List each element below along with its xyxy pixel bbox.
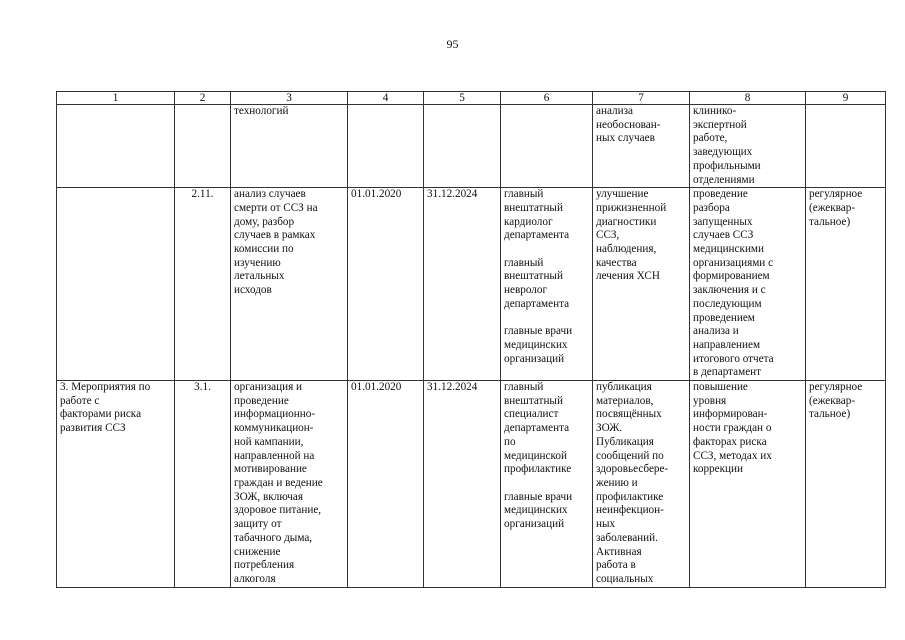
cell-text-line: публикация [596, 381, 652, 394]
cell-text-line: заведующих [693, 146, 753, 159]
cell-text-line: ной кампании, [234, 435, 304, 448]
cell-text-line: необоснован- [596, 118, 661, 131]
activity-cell [231, 105, 348, 188]
cell-text-line: изучению [234, 256, 281, 269]
cell-text-line: заболеваний. [596, 531, 658, 544]
cell-text-line: ЗОЖ, включая [234, 490, 303, 503]
start-date-cell: 01.01.2020 [348, 188, 424, 381]
cell-text-line: ности граждан о [693, 422, 772, 435]
cell-text-line: развития ССЗ [60, 422, 126, 435]
cell-text-line: социальных [596, 572, 654, 585]
expected-result-cell [593, 105, 690, 188]
cell-text-line: внештатный [504, 394, 563, 407]
cell-text-line: главные врачи [504, 325, 573, 338]
activity-cell [231, 381, 348, 588]
cell-text-line: направленной на [234, 449, 315, 462]
cell-text-line: запущенных [693, 215, 753, 228]
cell-text-line: профилактике [596, 490, 664, 503]
table-row [57, 105, 886, 188]
cell-text-line: 3. Мероприятия по [60, 381, 151, 394]
cell-text-line: уровня [693, 394, 727, 407]
cell-text-line: коррекции [693, 463, 744, 476]
cell-text-line: ЗОЖ. [596, 422, 623, 435]
cell-text-line: профильными [693, 159, 761, 172]
cell-text-line: проведение [234, 394, 289, 407]
cell-text-line: регулярное [809, 381, 863, 394]
cell-text-line: наблюдения, [596, 243, 657, 256]
cell-text-line: коммуникацион- [234, 422, 314, 435]
cell-text-line: кардиолог [504, 215, 553, 228]
cell-text-line: заключения и с [693, 284, 766, 297]
cell-text-line: Активная [596, 545, 642, 558]
item-number-cell: 3.1. [175, 381, 231, 588]
cell-text-line: Публикация [596, 435, 654, 448]
start-date-cell [348, 105, 424, 188]
cell-text-line: департамента [504, 297, 570, 310]
cell-text-line: (ежеквар- [809, 201, 856, 214]
end-date-cell [424, 105, 501, 188]
cell-text-line: невролог [504, 284, 548, 297]
column-header: 1 [57, 92, 175, 105]
start-date-cell: 01.01.2020 [348, 381, 424, 588]
cell-text-line: организаций [504, 518, 565, 531]
cell-text-line: медицинскими [693, 243, 764, 256]
cell-text-line: медицинской [504, 449, 567, 462]
frequency-cell [806, 188, 886, 381]
cell-text-line: алкоголя [234, 572, 276, 585]
cell-text-line: прижизненной [596, 201, 667, 214]
cell-text-line: летальных [234, 270, 285, 283]
cell-text-line: исходов [234, 284, 272, 297]
table-header-row [57, 92, 886, 105]
cell-text-line: качества [596, 256, 637, 269]
cell-text-line: внештатный [504, 270, 563, 283]
column-header: 4 [348, 92, 424, 105]
table-row [57, 188, 886, 381]
cell-text-line: экспертной [693, 118, 747, 131]
cell-text-line: тальное) [809, 215, 851, 228]
cell-text-line: внештатный [504, 201, 563, 214]
cell-text-line: работа в [596, 559, 636, 572]
item-number-cell: 2.11. [175, 188, 231, 381]
cell-text-line: табачного дыма, [234, 531, 313, 544]
column-header: 2 [175, 92, 231, 105]
cell-text-line: специалист [504, 408, 559, 421]
cell-text-line: главный [504, 381, 544, 394]
cell-text-line: организаций [504, 352, 565, 365]
cell-text-line: мотивирование [234, 463, 307, 476]
cell-text-line: главный [504, 256, 544, 269]
cell-text-line: итогового отчета [693, 352, 774, 365]
frequency-cell [806, 381, 886, 588]
cell-text-line: сообщений по [596, 449, 664, 462]
cell-text-line: профилактике [504, 463, 572, 476]
cell-text-line: снижение [234, 545, 281, 558]
frequency-cell [806, 105, 886, 188]
section-cell [57, 188, 175, 381]
cell-text-line: неинфекцион- [596, 504, 664, 517]
column-header: 8 [690, 92, 806, 105]
activity-cell [231, 188, 348, 381]
cell-text-line: граждан и ведение [234, 476, 323, 489]
cell-text-line: медицинских [504, 338, 568, 351]
cell-text-line: смерти от ССЗ на [234, 201, 318, 214]
cell-text-line: случаев в рамках [234, 229, 316, 242]
cell-text-line: анализа [596, 105, 633, 117]
end-date-cell: 31.12.2024 [424, 188, 501, 381]
cell-text-line: технологий [234, 105, 289, 117]
expected-result-cell [593, 381, 690, 588]
cell-text-line: информирован- [693, 408, 768, 421]
cell-text-line: ных случаев [596, 132, 655, 145]
cell-text-line: проведение [693, 188, 748, 201]
responsible-cell [501, 381, 593, 588]
section-cell [57, 381, 175, 588]
cell-text-line: (ежеквар- [809, 394, 856, 407]
page-number: 95 [446, 37, 459, 51]
table-row [57, 381, 886, 588]
indicator-cell [690, 105, 806, 188]
cell-text-line: анализа и [693, 325, 739, 338]
cell-text-line: комиссии по [234, 243, 294, 256]
cell-text-line: факторах риска [693, 435, 767, 448]
responsible-cell [501, 188, 593, 381]
cell-text-line: информационно- [234, 408, 316, 421]
cell-spacer [504, 312, 589, 326]
cell-spacer [504, 477, 589, 491]
column-header: 3 [231, 92, 348, 105]
cell-text-line: клинико- [693, 105, 737, 117]
cell-text-line: медицинских [504, 504, 568, 517]
cell-text-line: случаев ССЗ [693, 229, 754, 242]
cell-text-line: диагностики [596, 215, 657, 228]
column-header: 6 [501, 92, 593, 105]
cell-text-line: потребления [234, 559, 295, 572]
cell-text-line: главный [504, 188, 544, 201]
cell-text-line: организациями с [693, 256, 774, 269]
column-header: 7 [593, 92, 690, 105]
cell-text-line: отделениями [693, 173, 755, 186]
responsible-cell [501, 105, 593, 188]
cell-text-line: последующим [693, 297, 762, 310]
cell-text-line: ССЗ, методах их [693, 449, 772, 462]
cell-text-line: организация и [234, 381, 303, 394]
cell-text-line: департамента [504, 422, 570, 435]
cell-text-line: ных [596, 518, 616, 531]
cell-text-line: посвящённых [596, 408, 662, 421]
cell-text-line: материалов, [596, 394, 654, 407]
cell-text-line: регулярное [809, 188, 863, 201]
cell-text-line: факторами риска [60, 408, 142, 421]
column-header: 5 [424, 92, 501, 105]
measures-table [56, 91, 886, 588]
cell-text-line: разбора [693, 201, 730, 214]
cell-text-line: защиту от [234, 518, 282, 531]
cell-text-line: главные врачи [504, 490, 573, 503]
indicator-cell [690, 188, 806, 381]
cell-text-line: повышение [693, 381, 748, 394]
cell-text-line: проведением [693, 311, 755, 324]
cell-text-line: в департамент [693, 366, 762, 379]
expected-result-cell [593, 188, 690, 381]
cell-text-line: работе с [60, 394, 100, 407]
cell-text-line: направлением [693, 338, 761, 351]
cell-text-line: жению и [596, 476, 638, 489]
cell-text-line: департамента [504, 229, 570, 242]
cell-text-line: тальное) [809, 408, 851, 421]
cell-text-line: улучшение [596, 188, 649, 201]
cell-text-line: здоровое питание, [234, 504, 322, 517]
cell-text-line: формированием [693, 270, 770, 283]
cell-text-line: лечения ХСН [596, 270, 660, 283]
section-cell [57, 105, 175, 188]
cell-text-line: работе, [693, 132, 728, 145]
cell-spacer [504, 243, 589, 257]
column-header: 9 [806, 92, 886, 105]
indicator-cell [690, 381, 806, 588]
cell-text-line: ССЗ, [596, 229, 620, 242]
cell-text-line: здоровьесбере- [596, 463, 669, 476]
cell-text-line: по [504, 435, 516, 448]
cell-text-line: анализ случаев [234, 188, 306, 201]
cell-text-line: дому, разбор [234, 215, 295, 228]
end-date-cell: 31.12.2024 [424, 381, 501, 588]
item-number-cell [175, 105, 231, 188]
